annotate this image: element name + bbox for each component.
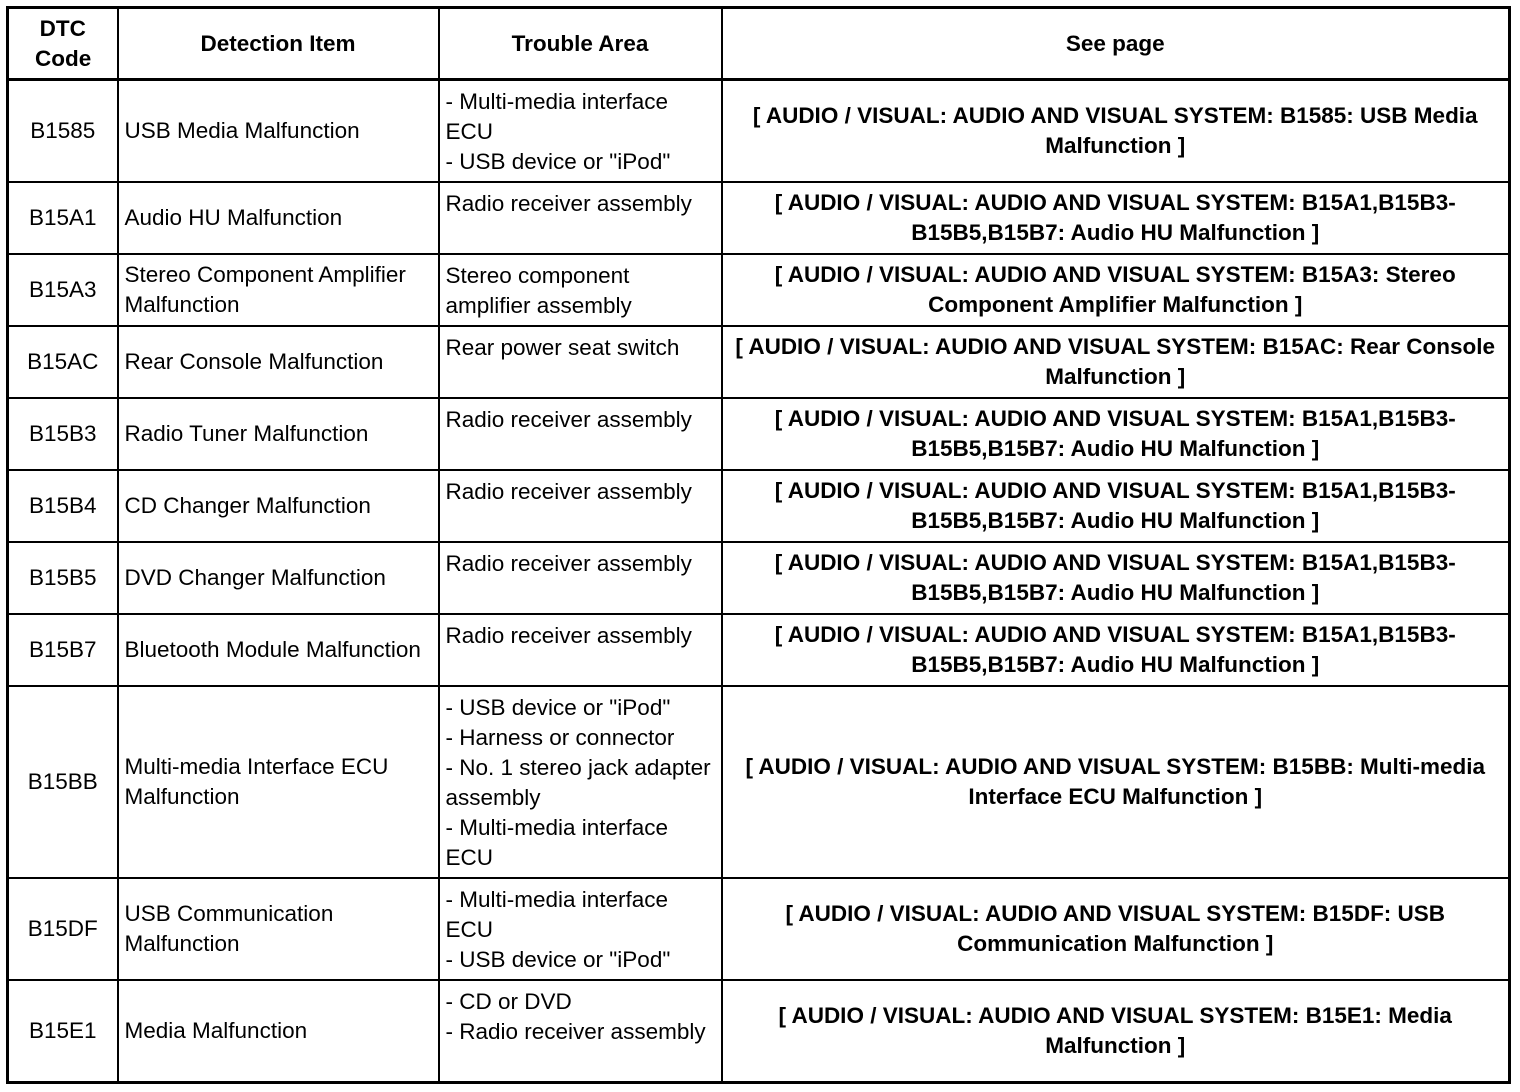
trouble-area-cell bbox=[439, 326, 722, 398]
trouble-area-line: Radio receiver assembly bbox=[445, 406, 692, 432]
table-row bbox=[8, 80, 1510, 182]
detection-item-cell: Media Malfunction bbox=[118, 980, 439, 1082]
dtc-code-cell: B15A3 bbox=[8, 254, 118, 326]
trouble-area-cell bbox=[439, 686, 722, 878]
table-row bbox=[8, 470, 1510, 542]
header-trouble-area: Trouble Area bbox=[439, 8, 722, 80]
dtc-code-cell: B15B4 bbox=[8, 470, 118, 542]
header-see-page: See page bbox=[722, 8, 1510, 80]
header-detection-item: Detection Item bbox=[118, 8, 439, 80]
header-dtc-code: DTC Code bbox=[8, 8, 118, 80]
trouble-area-line: - USB device or "iPod" bbox=[445, 149, 671, 174]
see-page-link[interactable]: [ AUDIO / VISUAL: AUDIO AND VISUAL SYSTEM: B15DF: USB Communication Malfunction ] bbox=[722, 878, 1510, 980]
trouble-area-line: Radio receiver assembly bbox=[445, 550, 692, 576]
detection-item-cell: CD Changer Malfunction bbox=[118, 470, 439, 542]
dtc-table bbox=[6, 6, 1511, 1084]
detection-item-cell: Rear Console Malfunction bbox=[118, 326, 439, 398]
table-row bbox=[8, 878, 1510, 980]
trouble-area-line: - USB device or "iPod" bbox=[445, 947, 671, 973]
see-page-link[interactable]: [ AUDIO / VISUAL: AUDIO AND VISUAL SYSTEM: B15A1,B15B3-B15B5,B15B7: Audio HU Malfunction ] bbox=[722, 182, 1510, 254]
see-page-link[interactable]: [ AUDIO / VISUAL: AUDIO AND VISUAL SYSTEM: B15A1,B15B3-B15B5,B15B7: Audio HU Malfunction ] bbox=[722, 542, 1510, 614]
table-row bbox=[8, 614, 1510, 686]
dtc-code-cell: B15BB bbox=[8, 686, 118, 878]
table-row bbox=[8, 182, 1510, 254]
trouble-area-line: Stereo component amplifier assembly bbox=[445, 262, 632, 318]
trouble-area-cell bbox=[439, 398, 722, 470]
detection-item-cell: Radio Tuner Malfunction bbox=[118, 398, 439, 470]
trouble-area-cell bbox=[439, 254, 722, 326]
see-page-link[interactable]: [ AUDIO / VISUAL: AUDIO AND VISUAL SYSTEM: B1585: USB Media Malfunction ] bbox=[722, 80, 1510, 182]
detection-item-cell: Audio HU Malfunction bbox=[118, 182, 439, 254]
see-page-link[interactable]: [ AUDIO / VISUAL: AUDIO AND VISUAL SYSTEM: B15BB: Multi-media Interface ECU Malfunction ] bbox=[722, 686, 1510, 878]
table-row bbox=[8, 542, 1510, 614]
dtc-code-cell: B15B5 bbox=[8, 542, 118, 614]
trouble-area-line: Rear power seat switch bbox=[445, 334, 680, 360]
trouble-area-line: - Harness or connector bbox=[445, 725, 675, 751]
dtc-code-cell: B15AC bbox=[8, 326, 118, 398]
trouble-area-line: - Radio receiver assembly bbox=[445, 1019, 706, 1045]
trouble-area-line: Radio receiver assembly bbox=[445, 190, 692, 216]
dtc-code-cell: B15E1 bbox=[8, 980, 118, 1082]
trouble-area-cell bbox=[439, 614, 722, 686]
table-row bbox=[8, 980, 1510, 1082]
dtc-code-cell: B15B7 bbox=[8, 614, 118, 686]
trouble-area-cell bbox=[439, 182, 722, 254]
trouble-area-line: Radio receiver assembly bbox=[445, 478, 692, 504]
trouble-area-line: - CD or DVD bbox=[445, 989, 572, 1015]
trouble-area-line: Radio receiver assembly bbox=[445, 622, 692, 648]
see-page-link[interactable]: [ AUDIO / VISUAL: AUDIO AND VISUAL SYSTEM: B15A1,B15B3-B15B5,B15B7: Audio HU Malfunction ] bbox=[722, 398, 1510, 470]
see-page-link[interactable]: [ AUDIO / VISUAL: AUDIO AND VISUAL SYSTEM: B15A1,B15B3-B15B5,B15B7: Audio HU Malfunction ] bbox=[722, 614, 1510, 686]
table-row bbox=[8, 326, 1510, 398]
table-row bbox=[8, 254, 1510, 326]
trouble-area-line: - Multi-media interface ECU bbox=[445, 887, 669, 943]
detection-item-cell: Bluetooth Module Malfunction bbox=[118, 614, 439, 686]
detection-item-cell: Multi-media Interface ECU Malfunction bbox=[118, 686, 439, 878]
see-page-link[interactable]: [ AUDIO / VISUAL: AUDIO AND VISUAL SYSTEM: B15A3: Stereo Component Amplifier Malfunction ] bbox=[722, 254, 1510, 326]
detection-item-cell: USB Communication Malfunction bbox=[118, 878, 439, 980]
dtc-code-cell: B1585 bbox=[8, 80, 118, 182]
trouble-area-line: - USB device or "iPod" bbox=[445, 695, 671, 721]
trouble-area-line: - Multi-media interface ECU bbox=[445, 815, 669, 871]
see-page-link[interactable]: [ AUDIO / VISUAL: AUDIO AND VISUAL SYSTEM: B15AC: Rear Console Malfunction ] bbox=[722, 326, 1510, 398]
trouble-area-cell bbox=[439, 470, 722, 542]
trouble-area-cell bbox=[439, 80, 722, 182]
table-row bbox=[8, 398, 1510, 470]
trouble-area-line: - Multi-media interface ECU bbox=[445, 89, 669, 144]
dtc-code-cell: B15A1 bbox=[8, 182, 118, 254]
trouble-area-cell bbox=[439, 980, 722, 1082]
table-row bbox=[8, 686, 1510, 878]
header-row bbox=[8, 8, 1510, 80]
dtc-code-cell: B15B3 bbox=[8, 398, 118, 470]
dtc-code-cell: B15DF bbox=[8, 878, 118, 980]
trouble-area-line: - No. 1 stereo jack adapter assembly bbox=[445, 755, 711, 811]
see-page-link[interactable]: [ AUDIO / VISUAL: AUDIO AND VISUAL SYSTEM: B15E1: Media Malfunction ] bbox=[722, 980, 1510, 1082]
see-page-link[interactable]: [ AUDIO / VISUAL: AUDIO AND VISUAL SYSTEM: B15A1,B15B3-B15B5,B15B7: Audio HU Malfunction ] bbox=[722, 470, 1510, 542]
detection-item-cell: DVD Changer Malfunction bbox=[118, 542, 439, 614]
detection-item-cell: Stereo Component Amplifier Malfunction bbox=[118, 254, 439, 326]
trouble-area-cell bbox=[439, 542, 722, 614]
trouble-area-cell bbox=[439, 878, 722, 980]
detection-item-cell: USB Media Malfunction bbox=[118, 80, 439, 182]
